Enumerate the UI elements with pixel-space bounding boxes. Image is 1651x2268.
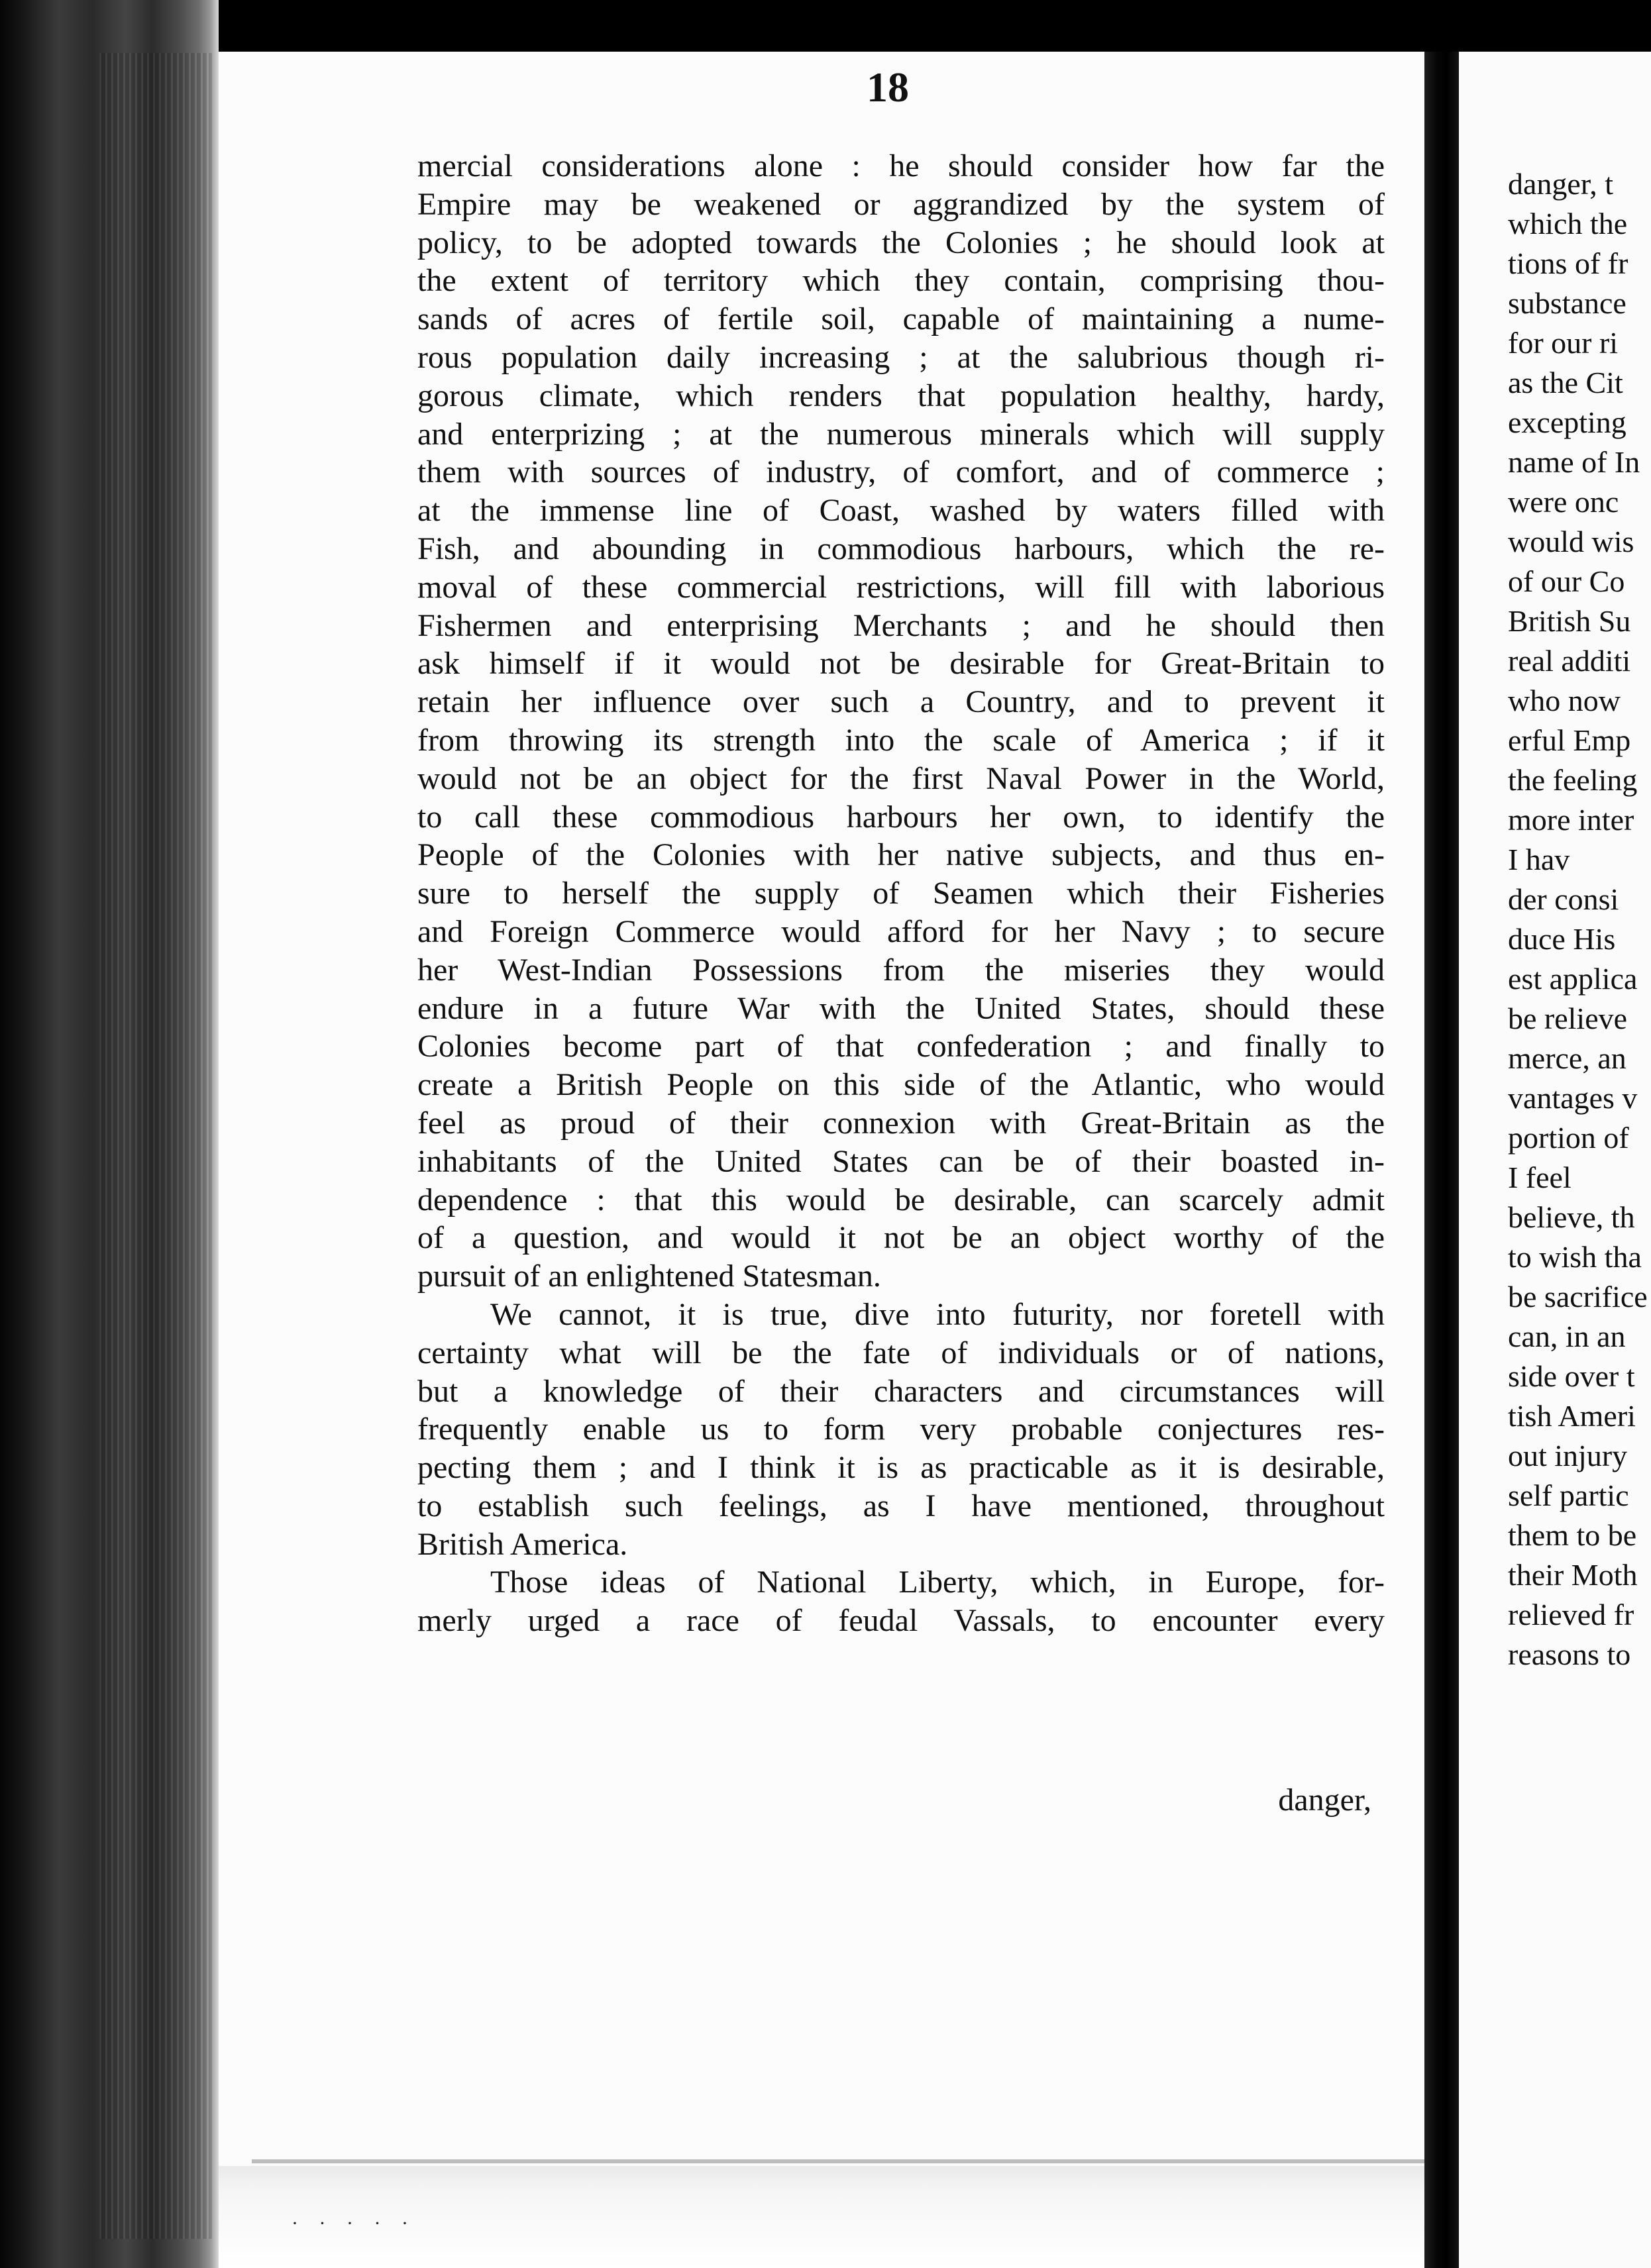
facing-text-line: out injury — [1508, 1439, 1628, 1472]
text-line: British America. — [417, 1526, 628, 1562]
text-line: the extent of territory which they contain, comprising thou- — [417, 263, 1385, 299]
facing-text-line: name of In — [1508, 445, 1640, 479]
facing-text-line: British Su — [1508, 604, 1631, 638]
page-bottom-shadow — [252, 2159, 1424, 2163]
text-line: People of the Colonies with her native subjects, and thus en- — [417, 837, 1385, 873]
facing-text-line: more inter — [1508, 803, 1634, 837]
text-line: merly urged a race of feudal Vassals, to encounter every — [417, 1603, 1385, 1639]
facing-text-line: duce His — [1508, 922, 1616, 956]
facing-text-line: substance — [1508, 286, 1626, 320]
text-line: but a knowledge of their characters and circumstances will — [417, 1373, 1385, 1409]
text-line: to call these commodious harbours her own, to identify the — [417, 799, 1385, 835]
text-line: of a question, and would it not be an object worthy of the — [417, 1220, 1385, 1256]
facing-text-line: real additi — [1508, 644, 1631, 678]
facing-text-line: be sacrifice — [1508, 1280, 1648, 1314]
text-line: inhabitants of the United States can be of their boasted in- — [417, 1143, 1385, 1179]
facing-text-line: der consi — [1508, 882, 1619, 916]
text-line: her West-Indian Possessions from the miseries they would — [417, 952, 1385, 988]
scan-speckles: · · · · · — [292, 2212, 416, 2234]
text-line: feel as proud of their connexion with Great-Britain as the — [417, 1105, 1385, 1141]
facing-text-line: who now — [1508, 684, 1621, 717]
text-line: pecting them ; and I think it is as practicable as it is desirable, — [417, 1450, 1385, 1486]
facing-text-line: side over t — [1508, 1359, 1635, 1393]
facing-text-line: excepting — [1508, 405, 1626, 439]
facing-text-line: self partic — [1508, 1478, 1629, 1512]
facing-text-line: to wish tha — [1508, 1240, 1642, 1274]
catchword: danger, — [1278, 1782, 1371, 1818]
facing-text-line: believe, th — [1508, 1200, 1635, 1234]
text-line: retain her influence over such a Country, and to prevent it — [417, 684, 1385, 720]
text-line: them with sources of industry, of comfort, and of commerce ; — [417, 454, 1385, 490]
text-line: moval of these commercial restrictions, will fill with laborious — [417, 569, 1385, 605]
text-line: and Foreign Commerce would afford for her Navy ; to secure — [417, 913, 1385, 949]
facing-text-line: reasons to — [1508, 1637, 1631, 1671]
text-line: endure in a future War with the United States, should these — [417, 990, 1385, 1026]
text-line: would not be an object for the first Naval Power in the World, — [417, 760, 1385, 796]
facing-text-line: danger, t — [1508, 167, 1614, 201]
facing-text-line: be relieve — [1508, 1002, 1628, 1035]
facing-text-line: would wis — [1508, 525, 1634, 558]
facing-page-text — [1508, 164, 1651, 1675]
facing-text-line: tions of fr — [1508, 246, 1628, 280]
text-line: Fishermen and enterprising Merchants ; and he should then — [417, 607, 1385, 643]
facing-text-line: portion of — [1508, 1121, 1629, 1155]
body-text — [417, 147, 1385, 1640]
facing-text-line: est applica — [1508, 962, 1638, 996]
page-number: 18 — [867, 64, 909, 111]
text-line: Those ideas of National Liberty, which, in Europe, for- — [490, 1565, 1385, 1600]
text-line: dependence : that this would be desirable, can scarcely admit — [417, 1182, 1385, 1217]
facing-text-line: were onc — [1508, 485, 1619, 519]
facing-text-line: which the — [1508, 207, 1628, 240]
text-line: Fish, and abounding in commodious harbours, which the re- — [417, 531, 1385, 566]
text-line: sure to herself the supply of Seamen which their Fisheries — [417, 876, 1385, 911]
text-line: Empire may be weakened or aggrandized by the system of — [417, 186, 1385, 222]
text-line: create a British People on this side of the Atlantic, who would — [417, 1067, 1385, 1103]
facing-text-line: can, in an — [1508, 1319, 1626, 1353]
text-line: ask himself if it would not be desirable for Great-Britain to — [417, 646, 1385, 682]
facing-text-line: I hav — [1508, 843, 1570, 876]
text-line: certainty what will be the fate of individuals or of nations, — [417, 1335, 1385, 1370]
facing-text-line: merce, an — [1508, 1041, 1626, 1075]
text-line: policy, to be adopted towards the Colonies ; he should look at — [417, 225, 1385, 260]
facing-page — [1459, 52, 1651, 2268]
facing-text-line: relieved fr — [1508, 1598, 1634, 1631]
text-line: sands of acres of fertile soil, capable of maintaining a nume- — [417, 301, 1385, 337]
text-line: pursuit of an enlightened Statesman. — [417, 1259, 881, 1294]
text-line: from throwing its strength into the scale of America ; if it — [417, 722, 1385, 758]
text-line: rous population daily increasing ; at the salubrious though ri- — [417, 339, 1385, 375]
text-line: to establish such feelings, as I have mentioned, throughout — [417, 1488, 1385, 1523]
text-line: and enterprizing ; at the numerous minerals which will supply — [417, 416, 1385, 452]
text-line: mercial considerations alone : he should consider how far the — [417, 148, 1385, 183]
facing-text-line: erful Emp — [1508, 723, 1631, 757]
facing-text-line: of our Co — [1508, 564, 1625, 598]
facing-text-line: their Moth — [1508, 1558, 1638, 1592]
page-edges-stack — [99, 53, 212, 2239]
facing-text-line: for our ri — [1508, 326, 1619, 360]
facing-text-line: them to be — [1508, 1518, 1637, 1552]
text-line: Colonies become part of that confederation ; and finally to — [417, 1029, 1385, 1064]
text-line: gorous climate, which renders that population healthy, hardy, — [417, 378, 1385, 413]
text-line: at the immense line of Coast, washed by waters filled with — [417, 493, 1385, 529]
text-line: frequently enable us to form very probable conjectures res- — [417, 1412, 1385, 1447]
facing-text-line: vantages v — [1508, 1081, 1638, 1115]
facing-text-line: as the Cit — [1508, 366, 1623, 399]
facing-text-line: the feeling — [1508, 763, 1638, 797]
scanner-frame-top — [0, 0, 1651, 52]
text-line: We cannot, it is true, dive into futurity, nor foretell with — [490, 1296, 1385, 1332]
facing-text-line: I feel — [1508, 1160, 1571, 1194]
book-gutter — [1424, 52, 1459, 2268]
facing-text-line: tish Ameri — [1508, 1399, 1636, 1433]
